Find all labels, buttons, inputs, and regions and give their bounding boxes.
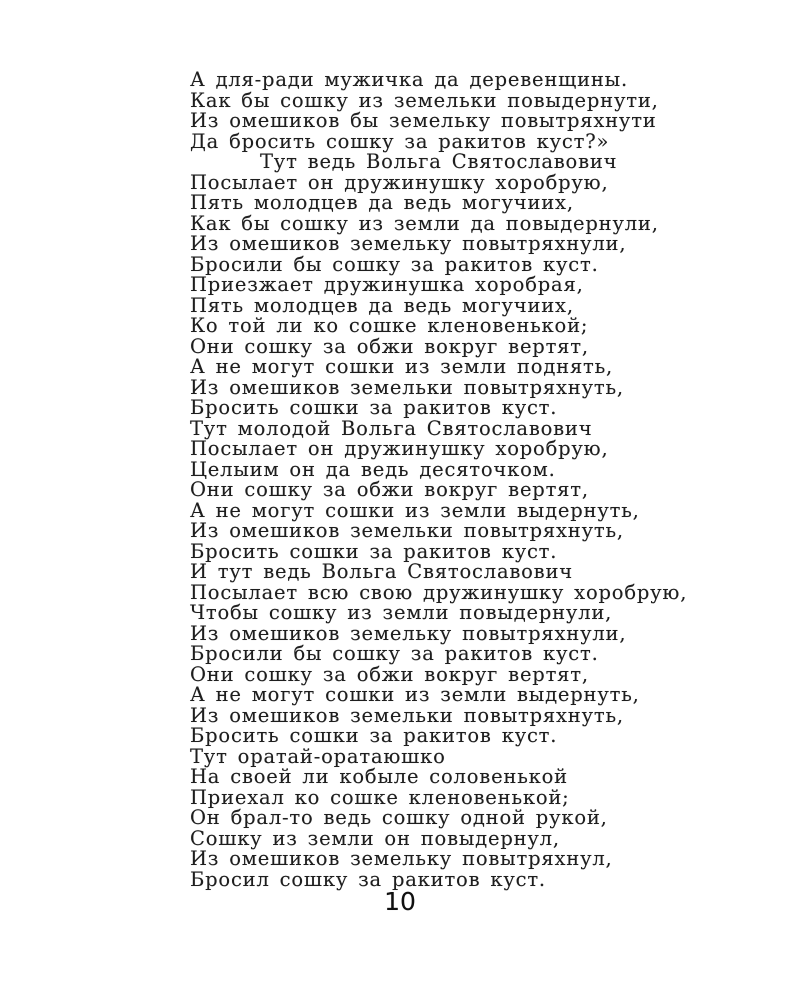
poem-line: Ко той ли ко сошке кленовенькой; <box>190 314 589 337</box>
poem-line: Приезжает дружинушка хоробрая, <box>190 273 584 296</box>
poem-line: Из омешиков земельку повытряхнул, <box>190 847 613 870</box>
poem-line: А для-ради мужичка да деревенщины. <box>190 68 628 91</box>
page-number: 10 <box>384 887 416 916</box>
poem-line: Как бы сошку из земельки повыдернути, <box>190 88 659 112</box>
poem-line: Посылает всю свою дружинушку хоробрую, <box>190 580 688 604</box>
poem-line: Он брал-то ведь сошку одной рукой, <box>190 806 608 829</box>
poem-line: Бросил сошку за ракитов куст. <box>190 867 546 891</box>
poem-line: А не могут сошки из земли выдернуть, <box>190 683 640 706</box>
poem-line: А не могут сошки из земли выдернуть, <box>190 498 640 522</box>
poem-line: А не могут сошки из земли поднять, <box>190 355 614 378</box>
poem-line: Тут оратай-оратаюшко <box>190 744 446 768</box>
poem-line: Да бросить сошку за ракитов куст?» <box>190 129 610 153</box>
poem-line: Приехал ко сошке кленовенькой; <box>190 785 570 809</box>
poem-line: Из омешиков земельку повытряхнули, <box>190 232 627 255</box>
poem-line: Они сошку за обжи вокруг вертят, <box>190 478 589 501</box>
poem-line: На своей ли кобыле соловенькой <box>190 765 568 788</box>
poem-line: Из омешиков земельку повытряхнули, <box>190 621 627 645</box>
poem-line: Как бы сошку из земли да повыдернули, <box>190 211 659 235</box>
poem-line: Бросить сошки за ракитов куст. <box>190 396 558 419</box>
poem-line: Из омешиков бы земельку повытряхнути <box>190 109 657 132</box>
poem-line: Целыим он да ведь десяточком. <box>190 457 556 481</box>
poem-line: Бросили бы сошку за ракитов куст. <box>190 642 599 665</box>
poem-text-block <box>190 70 687 890</box>
poem-line: Бросили бы сошку за ракитов куст. <box>190 252 599 276</box>
poem-line: Из омешиков земельки повытряхнуть, <box>190 519 624 542</box>
poem-line: Посылает он дружинушку хоробрую, <box>190 170 609 194</box>
poem-line: Тут молодой Вольга Святославович <box>190 416 593 440</box>
poem-line: Бросить сошки за ракитов куст. <box>190 539 558 563</box>
poem-line: Они сошку за обжи вокруг вертят, <box>190 662 589 686</box>
poem-line: Из омешиков земельки повытряхнуть, <box>190 375 624 399</box>
poem-line: Чтобы сошку из земли повыдернули, <box>190 601 613 624</box>
poem-line: Тут ведь Вольга Святославович <box>260 150 618 173</box>
poem-line: И тут ведь Вольга Святославович <box>190 560 573 583</box>
poem-line: Из омешиков земельки повытряхнуть, <box>190 703 624 727</box>
poem-line: Пять молодцев да ведь могучиих, <box>190 191 574 214</box>
poem-line: Сошку из земли он повыдернул, <box>190 826 560 850</box>
poem-line: Бросить сошки за ракитов куст. <box>190 724 558 747</box>
poem-line: Они сошку за обжи вокруг вертят, <box>190 334 589 358</box>
poem-line: Пять молодцев да ведь могучиих, <box>190 293 574 317</box>
poem-line: Посылает он дружинушку хоробрую, <box>190 437 609 460</box>
